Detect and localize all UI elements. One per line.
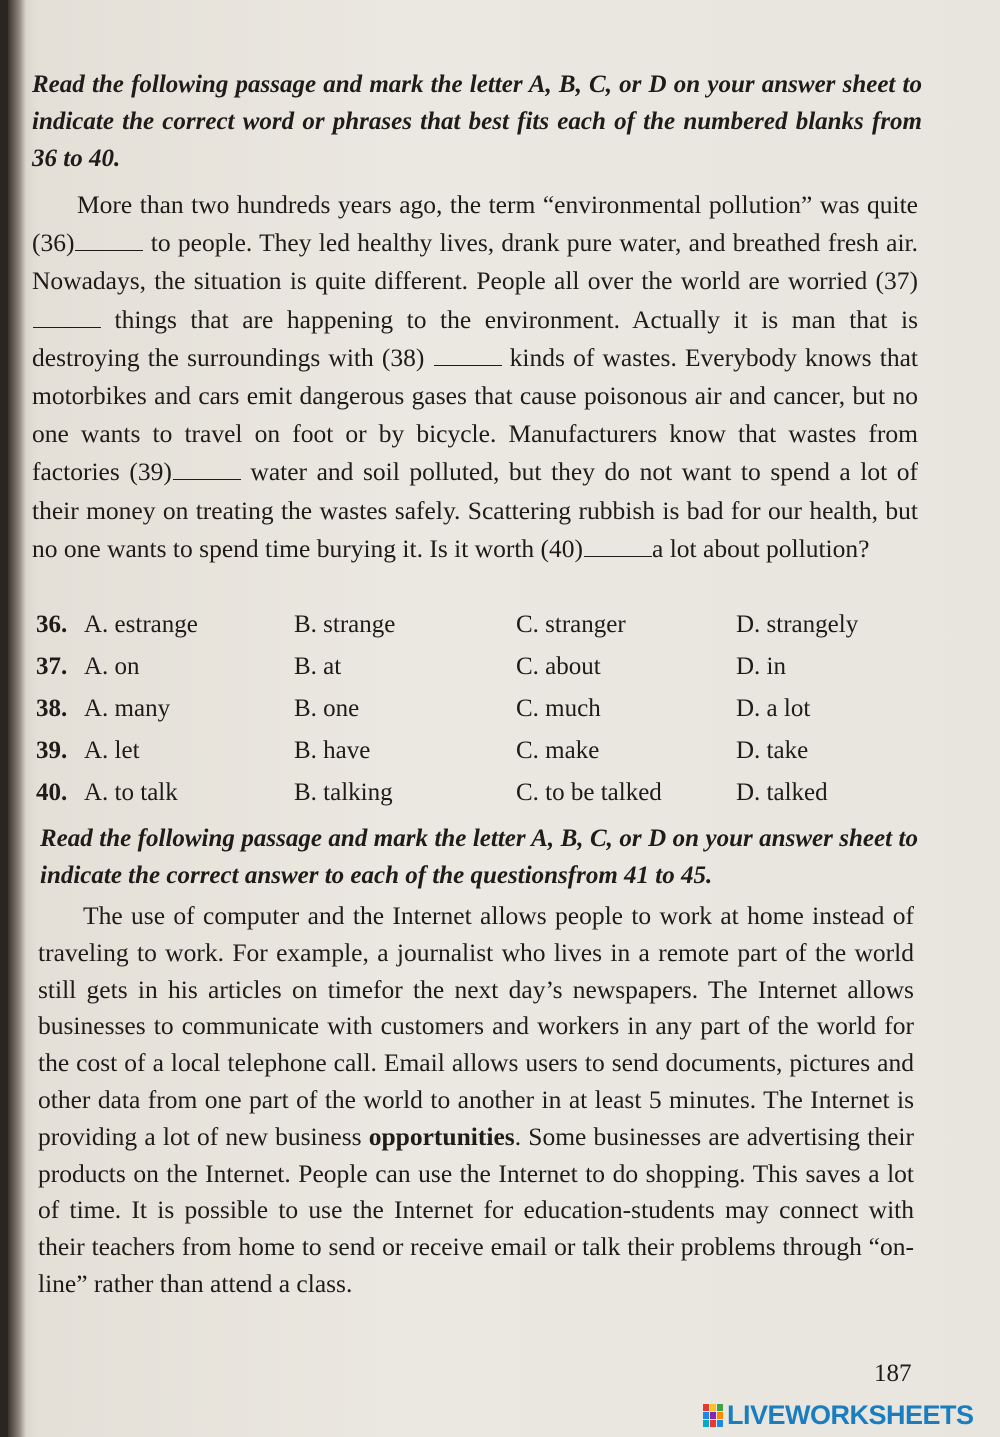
option-a[interactable]: A. to talk — [84, 779, 178, 806]
question-number: 37. — [36, 653, 68, 680]
question-row — [36, 649, 916, 691]
option-b[interactable]: B. have — [294, 737, 371, 764]
passage-1-text-c: things that are happening to the environment. Actually it is man that is destroying the surroundings with (38) — [32, 304, 918, 372]
question-number: 38. — [36, 695, 68, 722]
option-c[interactable]: C. make — [516, 737, 600, 764]
passage-1-text-f: a lot about pollution? — [652, 533, 870, 563]
liveworksheets-icon — [702, 1403, 724, 1429]
option-c[interactable]: C. to be talked — [516, 779, 662, 806]
option-b[interactable]: B. one — [294, 695, 360, 722]
option-d[interactable]: D. talked — [736, 779, 828, 806]
question-row — [36, 733, 916, 775]
option-c[interactable]: C. much — [516, 695, 601, 722]
passage-1-text-a: More than two hundreds years ago, the term “environmental pollution” was quite (36) — [32, 190, 918, 258]
option-a[interactable]: A. let — [84, 737, 140, 764]
passage-1-text-e: water and soil polluted, but they do not want to spend a lot of their money on treating the wastes safely. Scattering rubbish is bad for our health, but no one wants to spend time burying it. Is it worth (40) — [32, 457, 919, 563]
blank-39[interactable] — [173, 461, 241, 480]
passage-2-text-a: The use of computer and the Internet allows people to work at home instead of traveling to work. For example, a journalist who lives in a remote part of the world still gets in his articles on timefor the next day’s newspapers. The Internet allows businesses to communicate with customers and workers in any part of the world for the cost of a local telephone call. Email allows users to send documents, pictures and other data from one part of the world to another in at least 5 minutes. The Internet is providing a lot of new business — [38, 901, 914, 1151]
blank-40[interactable] — [584, 538, 652, 557]
passage-1-text-d: kinds of wastes. Everybody knows that motorbikes and cars emit dangerous gases that cause poisonous air and cancer, but no one wants to travel on foot or by bicycle. Manufacturers know that wastes from factories (39) — [32, 342, 918, 487]
question-number: 39. — [36, 737, 68, 764]
liveworksheets-logo — [702, 1400, 974, 1431]
option-a[interactable]: A. many — [84, 695, 171, 722]
book-binding-shadow — [8, 0, 26, 1437]
liveworksheets-text: LIVEWORKSHEETS — [727, 1400, 974, 1430]
answer-options — [36, 607, 916, 817]
question-number: 36. — [36, 611, 68, 638]
blank-37[interactable] — [33, 309, 101, 328]
page-number: 187 — [874, 1360, 912, 1387]
book-page — [8, 0, 1000, 1437]
blank-38[interactable] — [434, 347, 502, 366]
option-d[interactable]: D. a lot — [736, 695, 811, 722]
option-d[interactable]: D. strangely — [736, 611, 859, 638]
passage-1 — [32, 186, 918, 568]
question-row — [36, 691, 916, 733]
option-a[interactable]: A. estrange — [84, 611, 198, 638]
passage-2-text-b: . Some businesses are advertising their products on the Internet. People can use the Internet to do shopping. This saves a lot of time. It is possible to use the Internet for education-students may connect with their teachers from home to send or receive email or talk their problems through “on-line” rather than attend a class. — [38, 1121, 914, 1298]
option-a[interactable]: A. on — [84, 653, 140, 680]
section2-instruction: Read the following passage and mark the letter A, B, C, or D on your answer sheet to indicate the correct answer to each of the questionsfrom 41 to 45. — [40, 825, 918, 889]
highlighted-word: opportunities — [368, 1121, 515, 1151]
question-row — [36, 775, 916, 817]
section1-instruction: Read the following passage and mark the letter A, B, C, or D on your answer sheet to indicate the correct word or phrases that best fits each of the numbered blanks from 36 to 40. — [32, 71, 922, 172]
option-d[interactable]: D. in — [736, 653, 786, 680]
option-c[interactable]: C. stranger — [516, 611, 626, 638]
option-c[interactable]: C. about — [516, 653, 601, 680]
option-b[interactable]: B. at — [294, 653, 342, 680]
question-number: 40. — [36, 779, 68, 806]
passage-1-text-b: to people. They led healthy lives, drank pure water, and breathed fresh air. Nowadays, the situation is quite different. People all over the world are worried (37) — [32, 228, 918, 296]
option-b[interactable]: B. strange — [294, 611, 396, 638]
option-b[interactable]: B. talking — [294, 779, 393, 806]
passage-2 — [38, 898, 914, 1303]
question-row — [36, 607, 916, 649]
blank-36[interactable] — [75, 232, 143, 251]
option-d[interactable]: D. take — [736, 737, 809, 764]
